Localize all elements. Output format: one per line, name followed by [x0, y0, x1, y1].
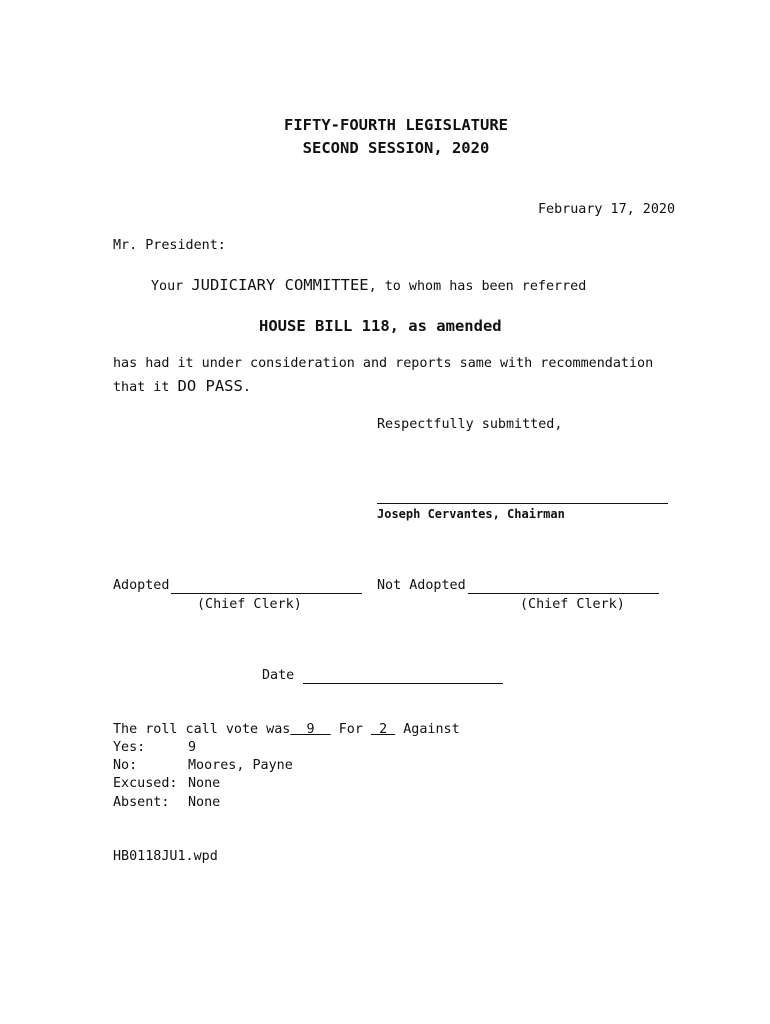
- vote-row-yes-value: 9: [188, 740, 197, 755]
- signer-name: Joseph Cervantes, Chairman: [377, 507, 565, 521]
- adopted-clerk: (Chief Clerk): [197, 597, 302, 612]
- recommendation-prefix: that it: [113, 380, 178, 395]
- roll-call-line: [113, 722, 460, 737]
- not-adopted-clerk: (Chief Clerk): [520, 597, 625, 612]
- report-date: February 17, 2020: [538, 202, 676, 217]
- not-adopted-line: [468, 593, 659, 594]
- adopted-label: Adopted: [113, 578, 170, 593]
- vote-row-no-value: Moores, Payne: [188, 758, 293, 773]
- recommendation-suffix: .: [242, 380, 251, 395]
- file-name: HB0118JU1.wpd: [113, 849, 218, 864]
- salutation: Mr. President:: [113, 238, 226, 253]
- not-adopted-label: Not Adopted: [377, 578, 466, 593]
- against-label: Against: [403, 722, 460, 737]
- recommendation-action: DO PASS: [177, 377, 243, 395]
- adopted-line: [171, 593, 362, 594]
- date-line: [303, 683, 503, 684]
- legislature-title: FIFTY-FOURTH LEGISLATURE: [284, 116, 508, 134]
- bill-title: HOUSE BILL 118, as amended: [259, 317, 502, 335]
- for-label: For: [338, 722, 363, 737]
- referral-suffix: , to whom has been referred: [368, 279, 587, 294]
- recommendation-line1: has had it under consideration and reports same with recommendation: [113, 356, 654, 371]
- signature-line: [377, 503, 668, 504]
- referral-line: [151, 276, 586, 294]
- date-label: Date: [262, 668, 295, 683]
- committee-name: JUDICIARY COMMITTEE: [191, 276, 369, 294]
- vote-row-yes-label: Yes:: [113, 740, 146, 755]
- vote-row-absent-value: None: [188, 795, 221, 810]
- vote-row-excused-label: Excused:: [113, 776, 178, 791]
- recommendation-line2: [113, 377, 251, 395]
- vote-row-no-label: No:: [113, 758, 138, 773]
- session-title: SECOND SESSION, 2020: [302, 139, 490, 157]
- closing: Respectfully submitted,: [377, 417, 563, 432]
- vote-row-absent-label: Absent:: [113, 795, 170, 810]
- against-count: 2: [379, 722, 388, 737]
- referral-prefix: Your: [151, 279, 192, 294]
- for-count: 9: [306, 722, 315, 737]
- vote-row-excused-value: None: [188, 776, 221, 791]
- roll-call-prefix: The roll call vote was: [113, 722, 291, 737]
